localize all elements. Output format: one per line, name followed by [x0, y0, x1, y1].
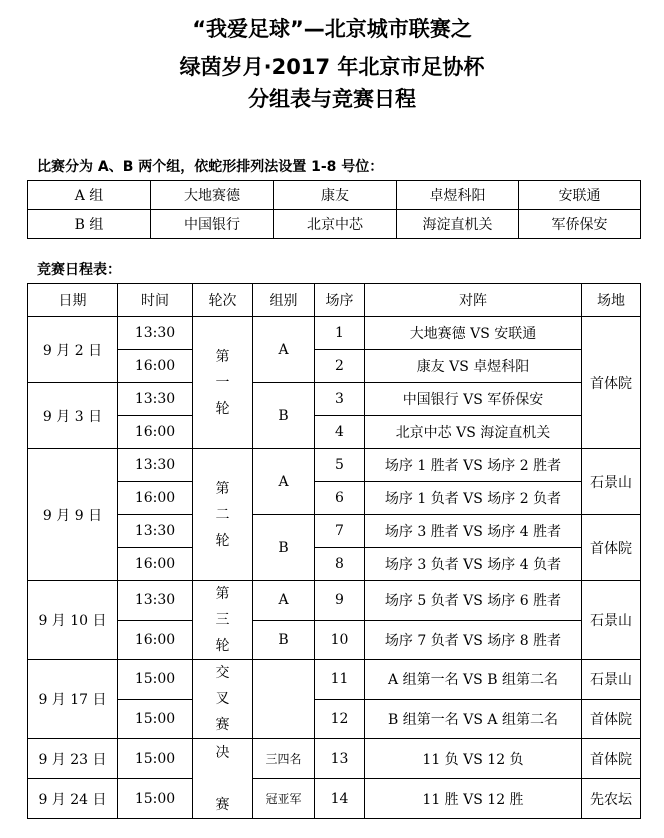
- venue-cell: 石景山: [582, 449, 641, 515]
- matchup-cell: 场序 7 负者 VS 场序 8 胜者: [365, 620, 582, 660]
- matchup-cell: 大地赛德 VS 安联通: [365, 317, 582, 350]
- team-cell: 军侨保安: [519, 210, 641, 239]
- table-row: [28, 699, 641, 739]
- table-row: [28, 515, 641, 548]
- title-line-1: “我爱足球”—北京城市联赛之: [192, 17, 472, 41]
- schedule-header-row: [28, 284, 641, 317]
- match-no-cell: 7: [315, 515, 365, 548]
- round-cell: 第 三 轮: [193, 581, 253, 660]
- group-row-b: [28, 210, 641, 239]
- matchup-cell: 中国银行 VS 军侨保安: [365, 383, 582, 416]
- group-cell: A: [253, 581, 315, 621]
- table-row: [28, 581, 641, 621]
- grouping-table: [27, 180, 641, 239]
- group-cell: B: [253, 620, 315, 660]
- time-cell: 13:30: [118, 515, 193, 548]
- time-cell: 13:30: [118, 449, 193, 482]
- matchup-cell: 场序 1 胜者 VS 场序 2 胜者: [365, 449, 582, 482]
- match-no-cell: 1: [315, 317, 365, 350]
- round-cell: 第 二 轮: [193, 449, 253, 581]
- time-cell: 16:00: [118, 416, 193, 449]
- round-cell: 第 一 轮: [193, 317, 253, 449]
- table-row: [28, 779, 641, 819]
- team-cell: 安联通: [519, 181, 641, 210]
- time-cell: 16:00: [118, 548, 193, 581]
- team-cell: 大地赛德: [151, 181, 274, 210]
- date-cell: 9 月 9 日: [28, 449, 118, 581]
- match-no-cell: 6: [315, 482, 365, 515]
- match-no-cell: 9: [315, 581, 365, 621]
- header-matchup: 对阵: [365, 284, 582, 317]
- time-cell: 13:30: [118, 317, 193, 350]
- match-no-cell: 4: [315, 416, 365, 449]
- matchup-cell: 场序 3 胜者 VS 场序 4 胜者: [365, 515, 582, 548]
- date-cell: 9 月 24 日: [28, 779, 118, 819]
- table-row: [28, 350, 641, 383]
- group-cell: B: [253, 383, 315, 449]
- date-cell: 9 月 10 日: [28, 581, 118, 660]
- group-cell: 三四名: [253, 739, 315, 779]
- table-row: [28, 739, 641, 779]
- group-label: B 组: [28, 210, 151, 239]
- header-venue: 场地: [582, 284, 641, 317]
- time-cell: 13:30: [118, 383, 193, 416]
- title-line-3: 分组表与竞赛日程: [248, 87, 416, 111]
- match-no-cell: 5: [315, 449, 365, 482]
- matchup-cell: B 组第一名 VS A 组第二名: [365, 699, 582, 739]
- match-no-cell: 3: [315, 383, 365, 416]
- group-cell: 冠亚军: [253, 779, 315, 819]
- time-cell: 16:00: [118, 482, 193, 515]
- matchup-cell: 场序 5 负者 VS 场序 6 胜者: [365, 581, 582, 621]
- table-row: [28, 620, 641, 660]
- venue-cell: 首体院: [582, 317, 641, 449]
- date-cell: 9 月 3 日: [28, 383, 118, 449]
- header-match-no: 场序: [315, 284, 365, 317]
- header-date: 日期: [28, 284, 118, 317]
- grouping-heading: 比赛分为 A、B 两个组，依蛇形排列法设置 1-8 号位：: [37, 159, 384, 175]
- date-cell: 9 月 23 日: [28, 739, 118, 779]
- match-no-cell: 2: [315, 350, 365, 383]
- match-no-cell: 11: [315, 660, 365, 700]
- matchup-cell: A 组第一名 VS B 组第二名: [365, 660, 582, 700]
- venue-cell: 石景山: [582, 581, 641, 660]
- table-row: [28, 317, 641, 350]
- matchup-cell: 康友 VS 卓煜科阳: [365, 350, 582, 383]
- match-no-cell: 12: [315, 699, 365, 739]
- venue-cell: 先农坛: [582, 779, 641, 819]
- matchup-cell: 北京中芯 VS 海淀直机关: [365, 416, 582, 449]
- venue-cell: 石景山: [582, 660, 641, 700]
- team-cell: 海淀直机关: [397, 210, 519, 239]
- time-cell: 15:00: [118, 779, 193, 819]
- table-row: [28, 482, 641, 515]
- group-cell: A: [253, 449, 315, 515]
- table-row: [28, 548, 641, 581]
- matchup-cell: 11 负 VS 12 负: [365, 739, 582, 779]
- date-cell: 9 月 2 日: [28, 317, 118, 383]
- matchup-cell: 场序 1 负者 VS 场序 2 负者: [365, 482, 582, 515]
- matchup-cell: 场序 3 负者 VS 场序 4 负者: [365, 548, 582, 581]
- time-cell: 16:00: [118, 620, 193, 660]
- header-time: 时间: [118, 284, 193, 317]
- match-no-cell: 13: [315, 739, 365, 779]
- team-cell: 北京中芯: [274, 210, 397, 239]
- header-round: 轮次: [193, 284, 253, 317]
- time-cell: 13:30: [118, 581, 193, 621]
- date-cell: 9 月 17 日: [28, 660, 118, 739]
- schedule-heading: 竞赛日程表：: [37, 262, 121, 278]
- team-cell: 卓煜科阳: [397, 181, 519, 210]
- matchup-cell: 11 胜 VS 12 胜: [365, 779, 582, 819]
- group-cell: B: [253, 515, 315, 581]
- venue-cell: 首体院: [582, 515, 641, 581]
- team-cell: 中国银行: [151, 210, 274, 239]
- table-row: [28, 416, 641, 449]
- time-cell: 15:00: [118, 699, 193, 739]
- match-no-cell: 8: [315, 548, 365, 581]
- team-cell: 康友: [274, 181, 397, 210]
- venue-cell: 首体院: [582, 699, 641, 739]
- round-cell: 决 赛: [193, 739, 253, 819]
- time-cell: 15:00: [118, 660, 193, 700]
- group-label: A 组: [28, 181, 151, 210]
- round-cell: 交 叉 赛: [193, 660, 253, 739]
- group-row-a: [28, 181, 641, 210]
- match-no-cell: 14: [315, 779, 365, 819]
- title-line-2: 绿茵岁月·2017 年北京市足协杯: [179, 55, 485, 79]
- table-row: [28, 383, 641, 416]
- match-no-cell: 10: [315, 620, 365, 660]
- table-row: [28, 660, 641, 700]
- schedule-table: [27, 283, 641, 819]
- group-cell: [253, 660, 315, 739]
- group-cell: A: [253, 317, 315, 383]
- venue-cell: 首体院: [582, 739, 641, 779]
- table-row: [28, 449, 641, 482]
- time-cell: 15:00: [118, 739, 193, 779]
- time-cell: 16:00: [118, 350, 193, 383]
- header-group: 组别: [253, 284, 315, 317]
